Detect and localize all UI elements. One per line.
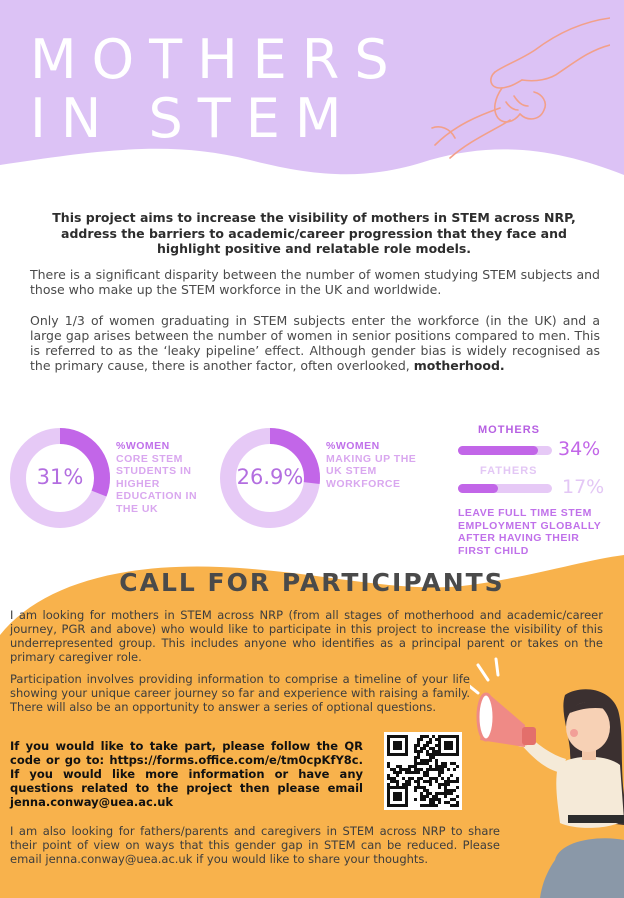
qr-module — [417, 741, 420, 744]
qr-module — [396, 771, 399, 774]
qr-module — [435, 777, 438, 780]
qr-module — [402, 783, 405, 786]
qr-module — [432, 777, 435, 780]
donut-workforce-label-rest: MAKING UP THE UK STEM WORKFORCE — [326, 452, 417, 490]
qr-module — [444, 765, 447, 768]
fathers-label: FATHERS — [480, 465, 538, 477]
qr-module — [417, 756, 420, 759]
fathers-bar-fill — [458, 484, 498, 493]
qr-module — [435, 780, 438, 783]
qr-module — [414, 747, 417, 750]
qr-module — [450, 762, 453, 765]
qr-module — [423, 786, 426, 789]
qr-module — [435, 768, 438, 771]
qr-module — [426, 789, 429, 792]
qr-module — [411, 777, 414, 780]
qr-module — [438, 783, 441, 786]
qr-module — [438, 765, 441, 768]
qr-module — [450, 774, 453, 777]
intro-paragraph-2-text: Only 1/3 of women graduating in STEM subjects enter the workforce (in the UK) and a large gap arises between the number of women in senior positions compared to men. This is referred to as the ‘leaky pipeline’ effect. Although gender bias is widely recognised as the primary cause, there is another factor, often overlooked, — [30, 313, 600, 373]
qr-module — [408, 780, 411, 783]
qr-module — [417, 750, 420, 753]
qr-module — [399, 768, 402, 771]
qr-module — [396, 774, 399, 777]
qr-module — [423, 804, 426, 807]
qr-module — [411, 765, 414, 768]
intro-paragraph-2-bold: motherhood. — [413, 358, 505, 373]
qr-module — [429, 792, 432, 795]
qr-module — [420, 804, 423, 807]
qr-module — [408, 783, 411, 786]
qr-module — [435, 804, 438, 807]
qr-module — [429, 756, 432, 759]
qr-module — [426, 780, 429, 783]
bars-caption: LEAVE FULL TIME STEM EMPLOYMENT GLOBALLY AFTER HAVING THEIR FIRST CHILD — [458, 507, 602, 557]
qr-module — [426, 768, 429, 771]
qr-module — [429, 780, 432, 783]
qr-module — [438, 798, 441, 801]
qr-module — [444, 801, 447, 804]
qr-module — [414, 780, 417, 783]
qr-module — [435, 798, 438, 801]
mothers-label: MOTHERS — [478, 424, 540, 436]
qr-module — [426, 792, 429, 795]
donut-workforce-label-lead: %WOMEN — [326, 440, 380, 452]
qr-module — [420, 768, 423, 771]
qr-module — [408, 768, 411, 771]
qr-module — [387, 762, 390, 765]
qr-module — [414, 786, 417, 789]
qr-module — [417, 744, 420, 747]
donut-workforce-value: 26.9% — [236, 465, 304, 489]
qr-module — [387, 783, 390, 786]
qr-module — [405, 783, 408, 786]
qr-module — [447, 783, 450, 786]
qr-module — [432, 801, 435, 804]
qr-module — [426, 753, 429, 756]
qr-module — [426, 804, 429, 807]
call-paragraph-2: Participation involves providing information to comprise a timeline of your life showing your unique career journey so far and experience with raising a family. There will also be an opportunity to answer a series of optional questions. — [10, 672, 470, 714]
qr-module — [435, 792, 438, 795]
qr-module — [447, 780, 450, 783]
qr-module — [414, 762, 417, 765]
mothers-percent: 34% — [558, 438, 601, 460]
qr-module — [420, 798, 423, 801]
qr-module — [429, 768, 432, 771]
qr-module — [417, 771, 420, 774]
qr-module — [414, 798, 417, 801]
qr-module — [396, 765, 399, 768]
qr-module — [402, 768, 405, 771]
qr-module — [393, 780, 396, 783]
qr-module — [429, 798, 432, 801]
qr-module — [444, 783, 447, 786]
qr-module — [429, 753, 432, 756]
qr-module — [414, 750, 417, 753]
qr-module — [453, 804, 456, 807]
qr-module — [426, 771, 429, 774]
qr-module — [453, 762, 456, 765]
qr-module — [423, 798, 426, 801]
qr-module — [453, 798, 456, 801]
qr-module — [456, 801, 459, 804]
qr-module — [423, 747, 426, 750]
qr-module — [414, 789, 417, 792]
qr-module — [426, 759, 429, 762]
qr-module — [441, 771, 444, 774]
qr-module — [408, 765, 411, 768]
qr-module — [423, 735, 426, 738]
qr-module — [414, 756, 417, 759]
qr-module — [432, 750, 435, 753]
qr-module — [456, 780, 459, 783]
qr-module — [447, 768, 450, 771]
qr-module — [438, 771, 441, 774]
qr-module — [423, 780, 426, 783]
mothers-bar-fill — [458, 446, 538, 455]
qr-module — [456, 777, 459, 780]
qr-module — [420, 738, 423, 741]
qr-module — [447, 777, 450, 780]
qr-module — [444, 762, 447, 765]
qr-module — [453, 789, 456, 792]
qr-module — [405, 768, 408, 771]
qr-module — [420, 747, 423, 750]
qr-module — [417, 780, 420, 783]
qr-module — [399, 765, 402, 768]
qr-module — [393, 777, 396, 780]
qr-module — [432, 756, 435, 759]
qr-module — [411, 771, 414, 774]
call-paragraph-1: I am looking for mothers in STEM across NRP (from all stages of motherhood and academic/career journey, PGR and above) who would like to participate in this project to increase the visibility of this underrepresented group. This includes anyone who identifies as a principal parent or takes on the primary caregiver role. — [10, 608, 603, 664]
qr-module — [447, 801, 450, 804]
qr-module — [414, 765, 417, 768]
qr-module — [429, 801, 432, 804]
qr-module — [414, 744, 417, 747]
qr-module — [390, 777, 393, 780]
qr-module — [453, 780, 456, 783]
qr-module — [432, 768, 435, 771]
intro-paragraph-1: There is a significant disparity between the number of women studying STEM subjects and those who make up the STEM workforce in the UK and worldwide. — [30, 267, 600, 297]
qr-module — [444, 792, 447, 795]
qr-module — [441, 792, 444, 795]
qr-module — [420, 792, 423, 795]
qr-module — [414, 768, 417, 771]
qr-module — [435, 750, 438, 753]
fathers-bar-track — [458, 484, 552, 493]
qr-module — [432, 735, 435, 738]
fathers-percent: 17% — [562, 476, 605, 498]
qr-module — [444, 795, 447, 798]
qr-module — [429, 777, 432, 780]
qr-module — [444, 786, 447, 789]
qr-module — [429, 747, 432, 750]
qr-module — [450, 804, 453, 807]
donut-students-label-rest: CORE STEM STUDENTS IN HIGHER EDUCATION IN THE UK — [116, 452, 198, 515]
title-line-2: IN STEM — [30, 87, 357, 150]
donut-students-label — [116, 440, 216, 515]
qr-module — [417, 738, 420, 741]
qr-module — [441, 768, 444, 771]
qr-module — [417, 783, 420, 786]
qr-module — [450, 789, 453, 792]
qr-module — [429, 738, 432, 741]
qr-module — [423, 789, 426, 792]
qr-module — [426, 735, 429, 738]
qr-module — [423, 759, 426, 762]
qr-module — [426, 762, 429, 765]
qr-module — [420, 762, 423, 765]
qr-module — [423, 744, 426, 747]
qr-module — [396, 783, 399, 786]
qr-module — [423, 774, 426, 777]
qr-module — [456, 765, 459, 768]
donut-students-value: 31% — [36, 465, 84, 489]
qr-module — [441, 765, 444, 768]
qr-module — [438, 774, 441, 777]
qr-module — [402, 777, 405, 780]
contact-info: If you would like to take part, please follow the QR code or go to: https://forms.office.com/e/tm0cpKfY8c. If you would like more information or have any questions related to the project then please email jenna.conway@uea.ac.uk — [10, 739, 363, 809]
holding-hands-icon — [410, 10, 610, 160]
qr-module — [420, 795, 423, 798]
qr-module — [420, 777, 423, 780]
qr-module — [420, 735, 423, 738]
qr-module — [441, 783, 444, 786]
qr-module — [423, 795, 426, 798]
qr-module — [390, 768, 393, 771]
call-paragraph-3: I am also looking for fathers/parents and caregivers in STEM across NRP to share their point of view on ways that this gender gap in STEM can be reduced. Please email jenna.conway@uea.ac.uk if you would like to share your thoughts. — [10, 824, 500, 866]
donut-workforce-label — [326, 440, 430, 490]
qr-module — [417, 768, 420, 771]
qr-module — [420, 759, 423, 762]
qr-module — [420, 750, 423, 753]
qr-module — [450, 780, 453, 783]
qr-module — [456, 786, 459, 789]
qr-module — [417, 762, 420, 765]
qr-module — [414, 759, 417, 762]
qr-module — [435, 765, 438, 768]
qr-code[interactable] — [384, 732, 462, 810]
qr-module — [426, 795, 429, 798]
qr-module — [429, 765, 432, 768]
qr-module — [447, 792, 450, 795]
qr-module — [387, 777, 390, 780]
intro-paragraph-2 — [30, 313, 600, 373]
qr-module — [435, 759, 438, 762]
qr-module — [399, 771, 402, 774]
qr-module — [393, 771, 396, 774]
qr-module — [450, 798, 453, 801]
qr-module — [426, 744, 429, 747]
qr-module — [432, 804, 435, 807]
qr-module — [435, 744, 438, 747]
qr-module — [435, 753, 438, 756]
qr-module — [456, 795, 459, 798]
qr-module — [447, 789, 450, 792]
qr-module — [426, 741, 429, 744]
qr-module — [405, 771, 408, 774]
qr-module — [423, 771, 426, 774]
qr-module — [393, 768, 396, 771]
qr-module — [423, 762, 426, 765]
qr-module — [435, 795, 438, 798]
megaphone-woman-icon — [470, 655, 624, 898]
qr-module — [438, 786, 441, 789]
qr-module — [417, 753, 420, 756]
qr-module — [438, 792, 441, 795]
qr-module — [387, 774, 390, 777]
qr-module — [429, 759, 432, 762]
qr-module — [426, 750, 429, 753]
qr-module — [432, 795, 435, 798]
qr-module — [408, 771, 411, 774]
qr-module — [441, 762, 444, 765]
qr-module — [429, 741, 432, 744]
qr-module — [432, 798, 435, 801]
donut-students-label-lead: %WOMEN — [116, 440, 170, 452]
qr-module — [453, 768, 456, 771]
qr-module — [420, 786, 423, 789]
qr-module — [441, 777, 444, 780]
qr-module — [432, 753, 435, 756]
qr-module — [417, 786, 420, 789]
qr-module — [438, 768, 441, 771]
qr-module — [450, 792, 453, 795]
qr-module — [444, 789, 447, 792]
qr-module — [432, 747, 435, 750]
qr-module — [444, 780, 447, 783]
qr-module — [426, 774, 429, 777]
qr-module — [408, 777, 411, 780]
qr-module — [438, 801, 441, 804]
qr-module — [429, 783, 432, 786]
qr-module — [396, 780, 399, 783]
title-line-1: MOTHERS — [30, 28, 404, 91]
qr-module — [405, 780, 408, 783]
qr-module — [390, 780, 393, 783]
qr-module — [435, 738, 438, 741]
qr-module — [435, 762, 438, 765]
project-aim: This project aims to increase the visibility of mothers in STEM across NRP, address the barriers to academic/career progression that they face and highlight positive and relatable role models. — [52, 210, 576, 256]
qr-module — [429, 804, 432, 807]
qr-module — [456, 804, 459, 807]
qr-module — [414, 771, 417, 774]
mothers-bar-track — [458, 446, 552, 455]
call-heading: CALL FOR PARTICIPANTS — [119, 568, 505, 597]
qr-module — [387, 765, 390, 768]
qr-module — [417, 777, 420, 780]
